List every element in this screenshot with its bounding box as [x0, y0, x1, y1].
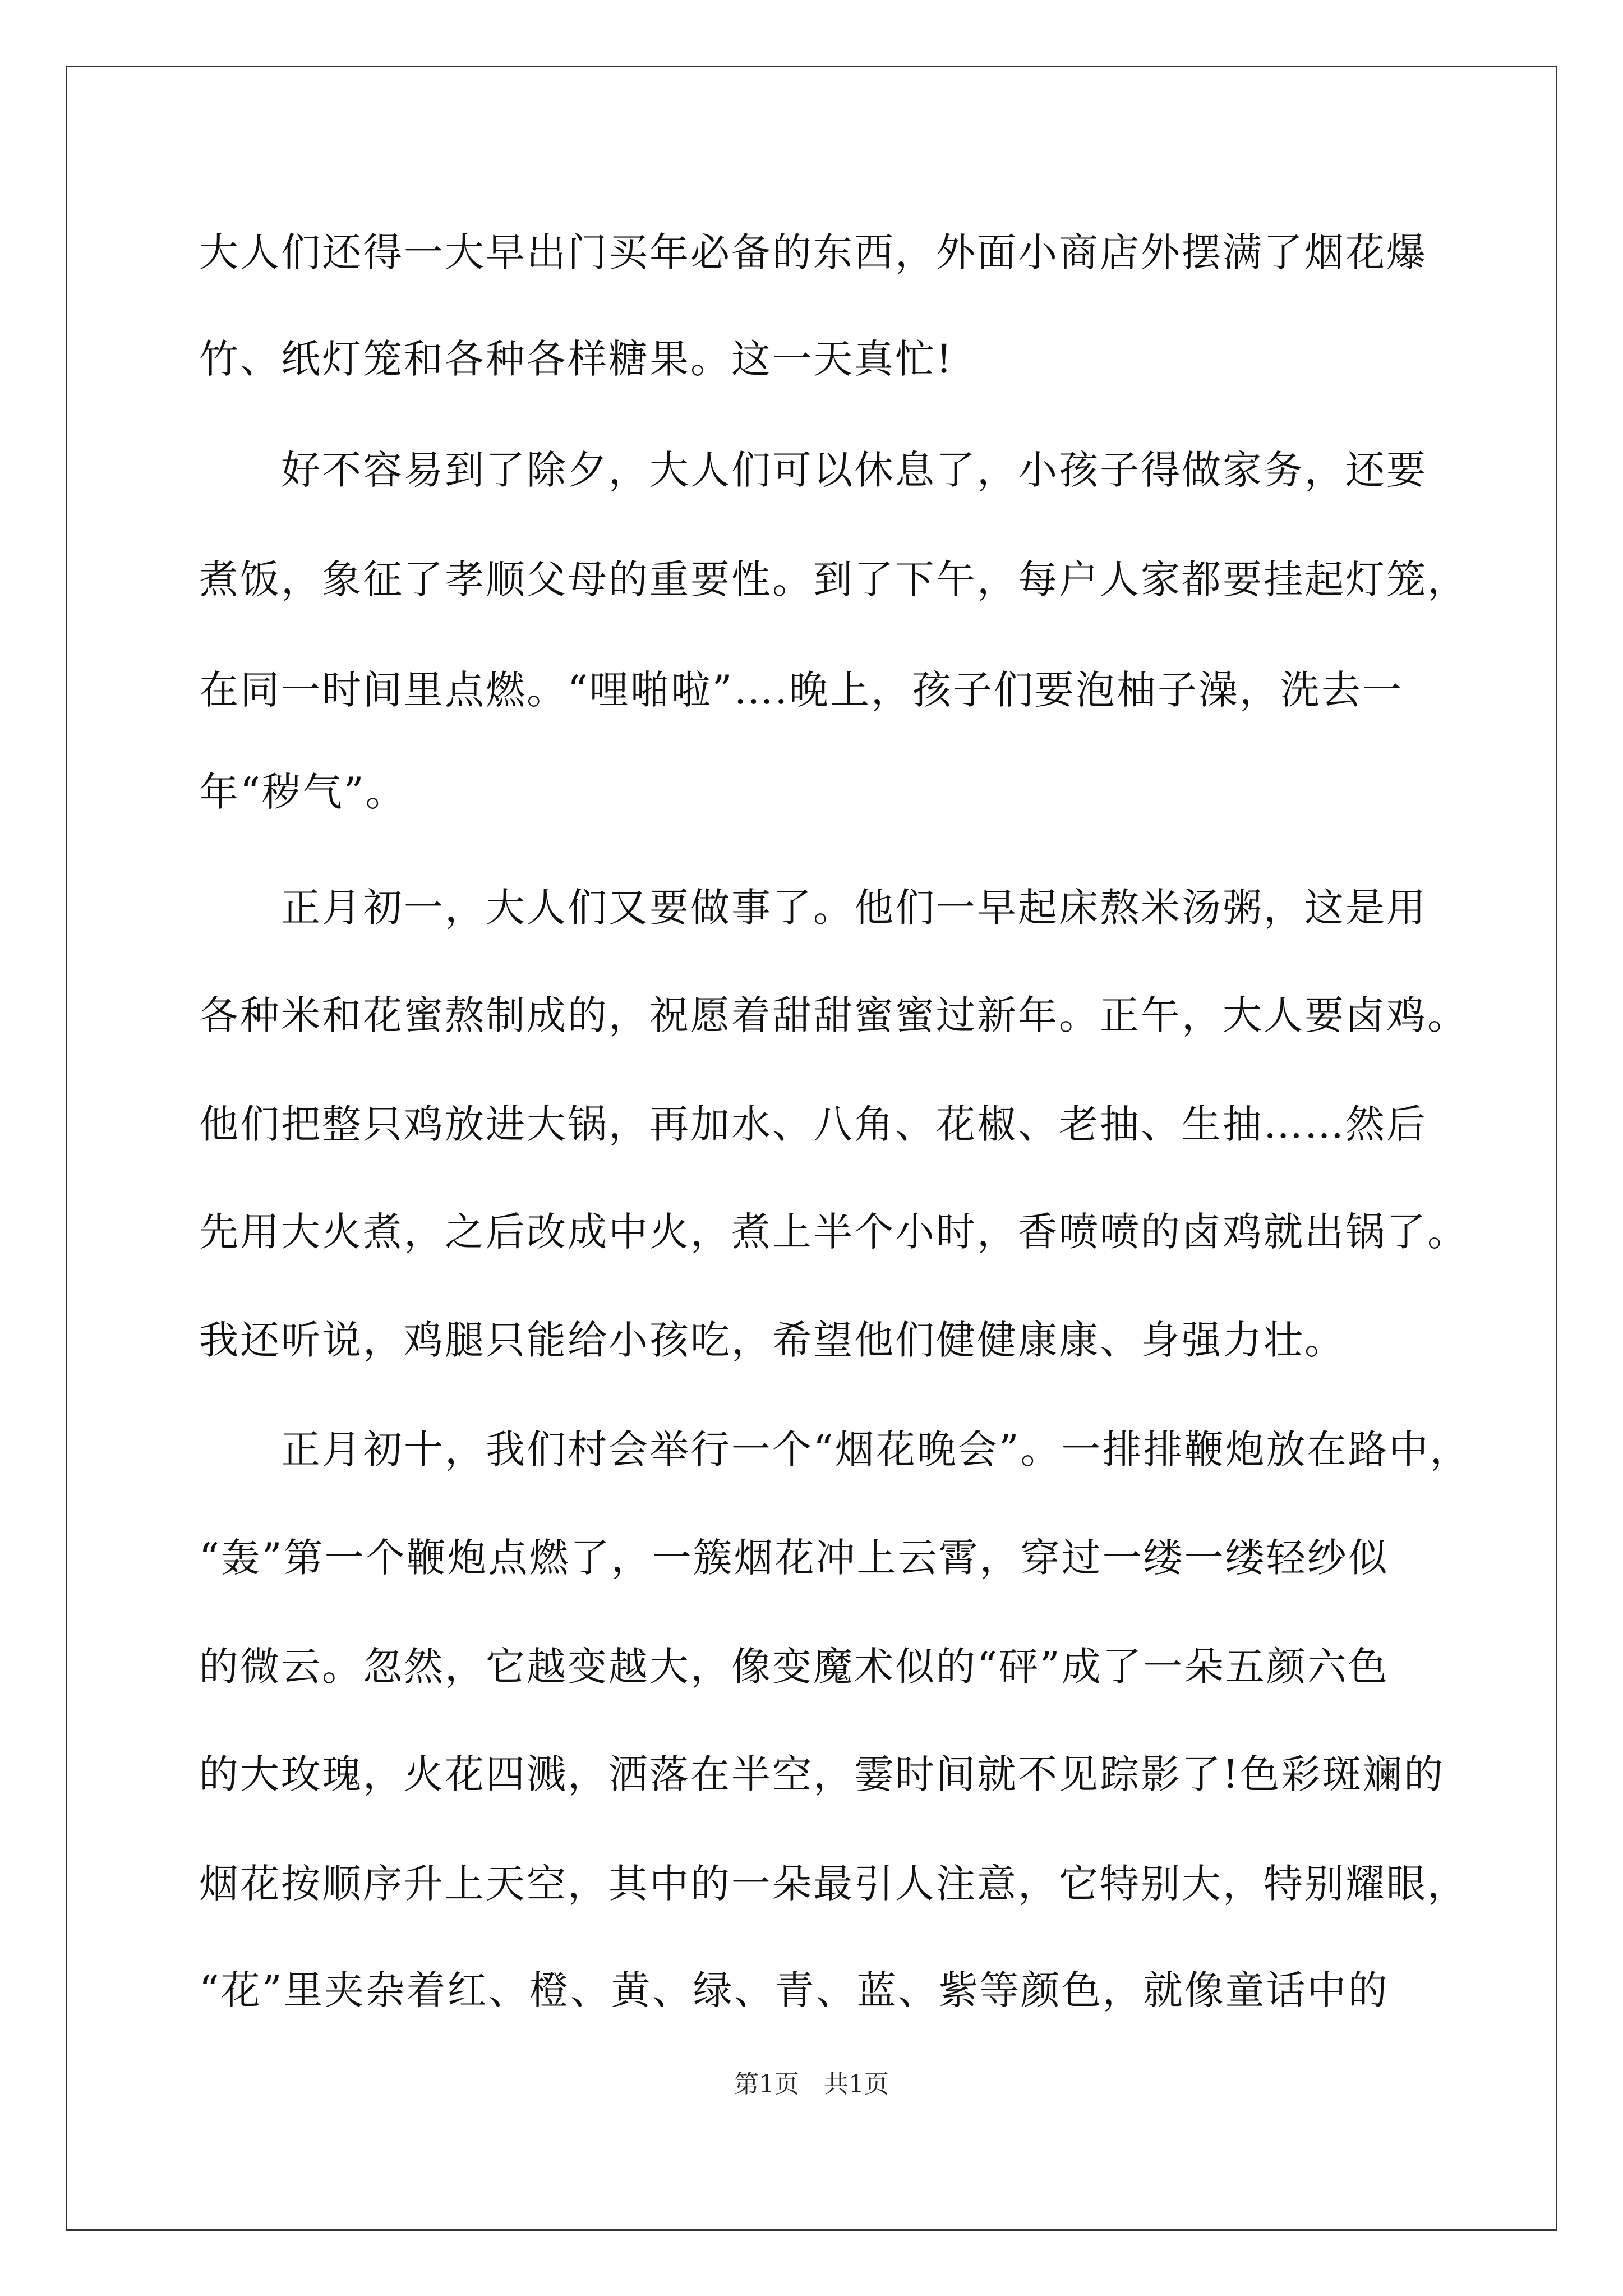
text-line: 的大玫瑰，火花四溅，洒落在半空，霎时间就不见踪影了!色彩斑斓的 [199, 1751, 1445, 1797]
text-line: 我还听说，鸡腿只能给小孩吃，希望他们健健康康、身强力壮。 [199, 1317, 1345, 1363]
text-line: 竹、纸灯笼和各种各样糖果。这一天真忙! [199, 336, 954, 382]
text-line: 的微云。忽然，它越变越大，像变魔术似的“砰”成了一朵五颜六色 [199, 1644, 1389, 1690]
text-line: 在同一时间里点燃。“哩啪啦”….晚上，孩子们要泡柚子澡，洗去一 [199, 667, 1403, 713]
text-line: 年“秽气”。 [199, 769, 407, 815]
text-line: 先用大火煮，之后改成中火，煮上半个小时，香喷喷的卤鸡就出锅了。 [199, 1209, 1468, 1255]
text-line: 烟花按顺序升上天空，其中的一朵最引人注意，它特别大，特别耀眼， [199, 1861, 1468, 1907]
text-line: 正月初一，大人们又要做事了。他们一早起床熬米汤粥，这是用 [199, 885, 1427, 931]
text-line: 好不容易到了除夕，大人们可以休息了，小孩子得做家务，还要 [199, 447, 1427, 493]
text-line: 正月初十，我们村会举行一个“烟花晚会”。一排排鞭炮放在路中， [199, 1427, 1471, 1473]
text-line: 他们把整只鸡放进大锅，再加水、八角、花椒、老抽、生抽……然后 [199, 1101, 1427, 1147]
text-line: 各种米和花蜜熬制成的，祝愿着甜甜蜜蜜过新年。正午，大人要卤鸡。 [199, 992, 1468, 1038]
page-number: 第1页 共1页 [734, 2070, 889, 2099]
text-line: “轰”第一个鞭炮点燃了，一簇烟花冲上云霄，穿过一缕一缕轻纱似 [199, 1535, 1389, 1581]
text-line: 大人们还得一大早出门买年必备的东西，外面小商店外摆满了烟花爆 [199, 229, 1427, 275]
text-line: 煮饭，象征了孝顺父母的重要性。到了下午，每户人家都要挂起灯笼， [199, 556, 1468, 602]
text-line: “花”里夹杂着红、橙、黄、绿、青、蓝、紫等颜色，就像童话中的 [199, 1967, 1389, 2013]
